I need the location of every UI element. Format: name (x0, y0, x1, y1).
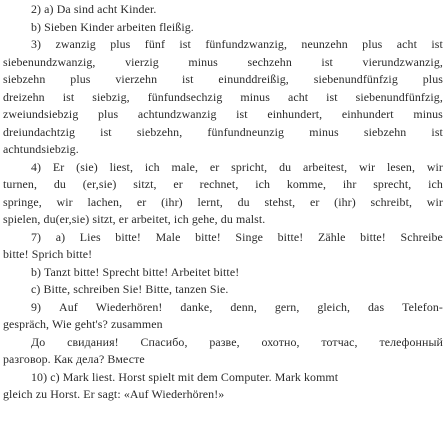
text-word: свидания! (67, 334, 119, 349)
text-word: siebenundfünfzig, (355, 89, 443, 104)
text-word: schreibt, (370, 194, 413, 209)
text-word: ist (182, 72, 194, 86)
text-word: vierundzwanzig, (362, 54, 443, 69)
text-word: sitzt, (133, 177, 157, 191)
text-line (3, 316, 443, 334)
text-line (3, 281, 443, 299)
text-line (3, 106, 443, 124)
text-word: ich (428, 177, 443, 191)
text-line (3, 229, 443, 247)
text-word: siebenundzwanzig, (3, 54, 96, 69)
text-word: springe, (3, 194, 42, 209)
text-word: Wiederhören! (95, 299, 163, 314)
text-word: Er (52, 159, 65, 174)
text-word: ist (431, 37, 443, 51)
text-line (3, 159, 443, 177)
text-word: Lies (79, 229, 101, 244)
text-word: 9) (31, 299, 42, 314)
text-word: (sie) (76, 159, 98, 174)
text-line (3, 369, 443, 387)
text-word: ist (62, 89, 75, 104)
text-word: До (31, 334, 46, 349)
text-word: minus (188, 54, 218, 69)
text-word: vierzig (125, 54, 159, 69)
text-word: 10) c) Mark liest. Horst spielt mit dem Computer. Mark kommt (31, 369, 339, 384)
text-word: plus (110, 37, 131, 51)
text-word: sprecht, (373, 177, 412, 191)
text-word: ist (321, 54, 333, 69)
text-word: turnen, (3, 177, 38, 191)
text-word: du (237, 194, 250, 209)
text-word: ist (431, 124, 443, 139)
text-word: minus (413, 107, 443, 121)
text-word: телефонный (379, 334, 443, 349)
text-line (3, 89, 443, 107)
text-word: plus (98, 107, 119, 121)
text-word: (ihr) (161, 194, 183, 209)
text-word: 2) a) Da sind acht Kinder. (31, 2, 157, 16)
text-word: minus (240, 89, 270, 104)
text-line (3, 246, 443, 264)
text-line (3, 124, 443, 142)
text-word: lernt, (197, 194, 223, 209)
text-word: bitte! (115, 229, 141, 244)
text-word: ist (326, 89, 338, 104)
text-word: Singe (235, 229, 264, 244)
text-word: er (173, 177, 183, 191)
text-word: einunddreißig, (218, 72, 289, 86)
text-word: Auf (59, 299, 78, 314)
text-word: zweiundsiebzig (3, 107, 79, 121)
text-word: liest, (109, 159, 134, 174)
text-word: ich (144, 159, 160, 174)
text-word: acht (396, 37, 417, 51)
text-word: siebzehn, (136, 124, 183, 139)
text-word: dreizehn (3, 89, 45, 104)
text-word: spielen, du(er,sie) sitzt, er arbeitet, ich gehe, du malst. (3, 212, 266, 226)
text-word: vierzehn (115, 72, 158, 86)
text-word: einhundert (341, 107, 394, 121)
text-word: siebzig, (92, 89, 130, 104)
text-word: 7) (31, 229, 42, 244)
text-word: fünfundzwanzig, (205, 37, 288, 51)
text-word: male, (171, 159, 199, 174)
text-word: stehst, (264, 194, 296, 209)
text-word: wir (426, 194, 443, 209)
text-word: (er,sie) (82, 177, 117, 191)
text-word: lachen, (87, 194, 123, 209)
text-word: ist (236, 107, 248, 121)
text-word: fünf (144, 37, 166, 51)
text-word: ihr (342, 177, 357, 191)
text-word: 3) (31, 37, 42, 51)
text-word: bitte! (277, 229, 304, 244)
text-word: gern, (274, 299, 300, 314)
text-word: das (368, 299, 385, 314)
text-line (3, 334, 443, 352)
text-word: b) Tanzt bitte! Sprecht bitte! Arbeitet bitte! (31, 264, 240, 279)
text-word: gleich zu Horst. Er sagt: «Auf Wiederhören!» (3, 387, 225, 401)
text-word: wir (359, 159, 376, 174)
text-word: Спасибо, (140, 334, 188, 349)
text-line (3, 351, 443, 369)
text-word: ich (255, 177, 271, 191)
text-line (3, 71, 443, 89)
text-word: achtundsiebzig. (3, 142, 79, 156)
text-word: bitte! Sprich bitte! (3, 247, 93, 261)
text-word: wir (426, 159, 443, 174)
text-word: Zähle (317, 229, 346, 244)
text-word: fünfundneunzig (207, 124, 285, 139)
text-line (3, 19, 443, 37)
text-word: b) Sieben Kinder arbeiten fleißig. (31, 19, 194, 34)
text-word: komme, (286, 177, 327, 191)
text-line (3, 386, 443, 404)
text-word: er (209, 159, 220, 174)
text-word: тотчас, (321, 334, 358, 349)
text-word: dreiundachtzig (3, 124, 76, 139)
text-word: achtundzwanzig (137, 107, 217, 121)
text-word: plus (422, 72, 443, 86)
text-word: zwanzig (55, 37, 96, 51)
text-line (3, 1, 443, 19)
text-line (3, 299, 443, 317)
text-word: denn, (230, 299, 257, 314)
text-line (3, 264, 443, 282)
text-line (3, 54, 443, 72)
text-word: du (279, 159, 292, 174)
text-word: lesen, (387, 159, 416, 174)
text-word: siebenundfünfzig (313, 72, 398, 86)
text-word: Male (155, 229, 181, 244)
text-line (3, 141, 443, 159)
text-word: (ihr) (334, 194, 356, 209)
text-line (3, 194, 443, 212)
text-word: siebzehn (363, 124, 407, 139)
text-word: du (53, 177, 66, 191)
text-word: gleich, (317, 299, 351, 314)
text-word: plus (362, 37, 383, 51)
text-word: bitte! (195, 229, 221, 244)
text-word: acht (287, 89, 309, 104)
text-word: 4) (31, 159, 42, 174)
text-word: c) Bitte, schreiben Sie! Bitte, tanzen Sie. (31, 282, 229, 296)
text-word: einhundert, (267, 107, 323, 121)
text-word: er (309, 194, 320, 209)
text-word: fünfundsechzig (147, 89, 223, 104)
text-word: разве, (209, 334, 240, 349)
text-word: neunzehn (301, 37, 348, 51)
text-line (3, 36, 443, 54)
text-word: bitte! (360, 229, 386, 244)
text-word: minus (309, 124, 339, 139)
text-word: Telefon- (402, 299, 443, 314)
text-word: rechnet, (199, 177, 239, 191)
text-word: wir (56, 194, 73, 209)
text-word: разговор. Как дела? Вместе (3, 352, 145, 366)
text-word: danke, (180, 299, 213, 314)
text-word: Schreibe (400, 229, 443, 244)
text-word: arbeitest, (302, 159, 348, 174)
text-word: er (136, 194, 147, 209)
text-line (3, 176, 443, 194)
text-word: ist (179, 37, 191, 51)
text-word: siebzehn (3, 72, 46, 86)
text-word: ist (100, 124, 112, 139)
text-word: sechzehn (247, 54, 292, 69)
text-word: plus (70, 72, 91, 86)
text-word: a) (55, 229, 66, 244)
text-word: spricht, (231, 159, 268, 174)
text-word: охотно, (261, 334, 300, 349)
text-word: gespräch, Wie geht's? zusammen (3, 317, 163, 331)
text-line (3, 211, 443, 229)
